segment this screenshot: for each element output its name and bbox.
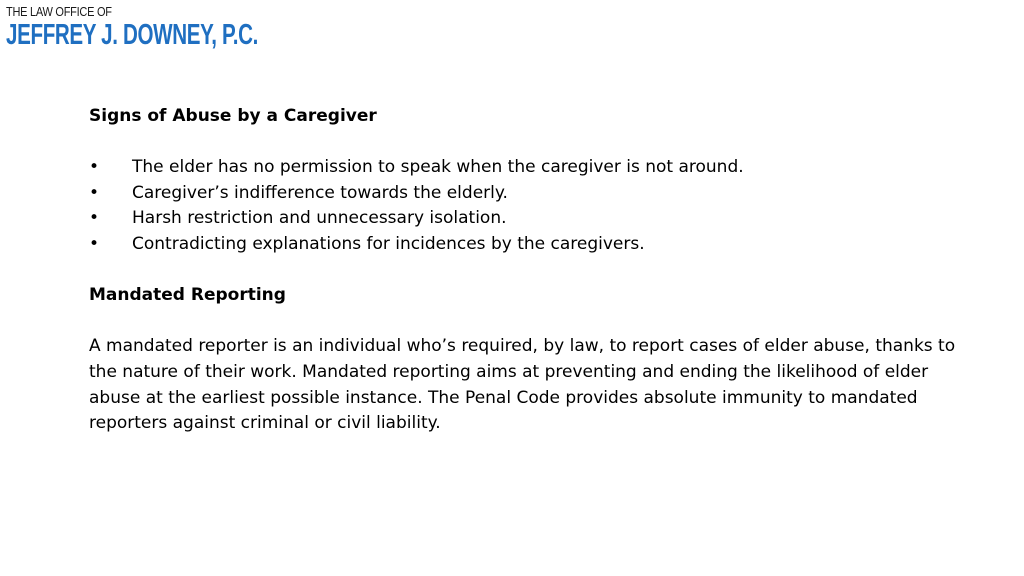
list-item-text: Harsh restriction and unnecessary isolation. — [132, 208, 507, 229]
section-heading-signs-of-abuse: Signs of Abuse by a Caregiver — [89, 106, 377, 126]
list-item — [89, 232, 969, 258]
list-item-text: The elder has no permission to speak when the caregiver is not around. — [132, 157, 744, 178]
bullet-icon: • — [89, 182, 100, 203]
law-office-logo — [6, 6, 361, 50]
bullet-icon: • — [89, 157, 100, 178]
list-item — [89, 181, 969, 207]
list-item — [89, 206, 969, 232]
signs-list — [89, 155, 969, 257]
spacer — [89, 309, 969, 335]
spacer — [89, 130, 969, 156]
spacer — [89, 258, 969, 284]
logo-tagline: THE LAW OFFICE OF — [6, 5, 112, 19]
list-item — [89, 155, 969, 181]
bullet-icon: • — [89, 208, 100, 229]
list-item-text: Contradicting explanations for incidences by the caregivers. — [132, 233, 645, 254]
logo-firm-name: JEFFREY J. DOWNEY, P.C. — [6, 18, 258, 51]
list-item-text: Caregiver’s indifference towards the elderly. — [132, 182, 508, 203]
slide-body — [89, 104, 969, 437]
bullet-icon: • — [89, 233, 100, 254]
mandated-reporting-paragraph: A mandated reporter is an individual who’s required, by law, to report cases of elder abuse, thanks to the nature of their work. Mandated reporting aims at preventing and ending the likelihood of elder abuse at the earliest possible instance. The Penal Code provides absolute immunity to mandated reporters against criminal or civil liability. — [89, 336, 956, 434]
section-heading-mandated-reporting: Mandated Reporting — [89, 285, 286, 306]
